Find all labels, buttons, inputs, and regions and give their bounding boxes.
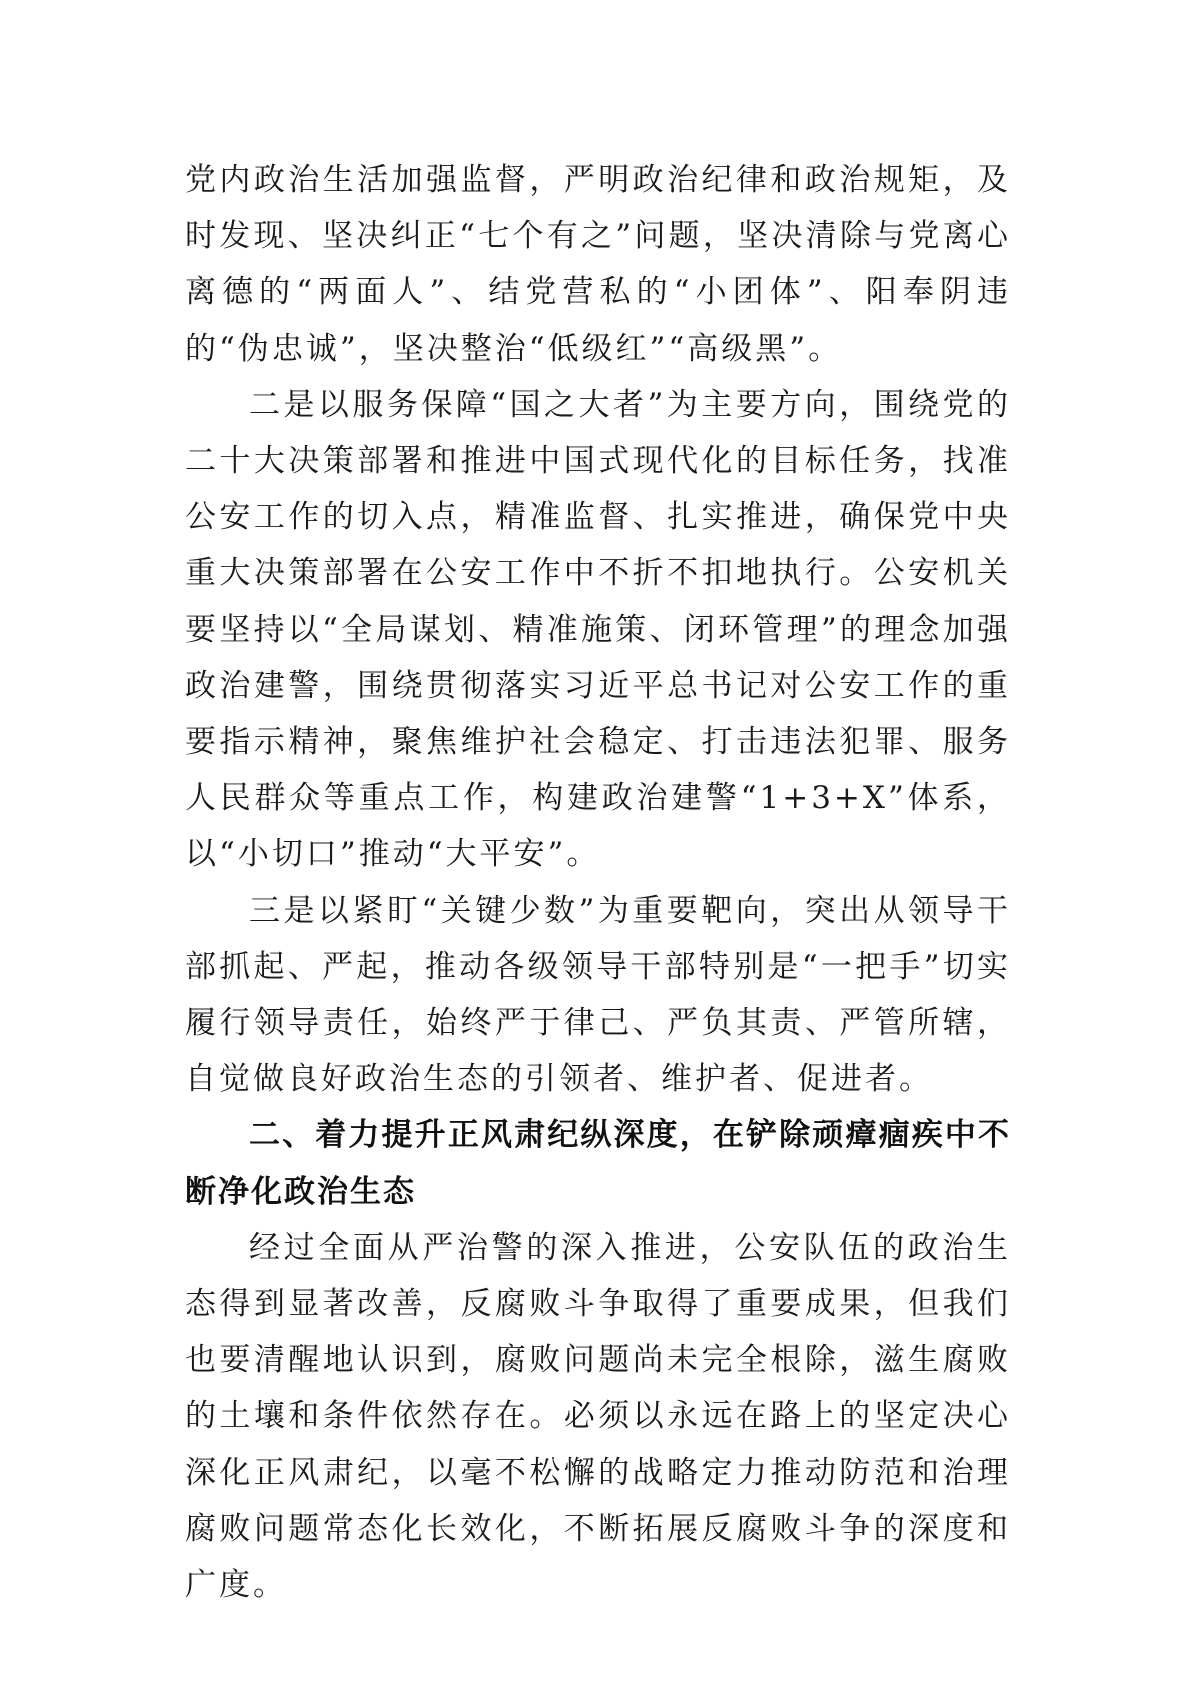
paragraph-section-intro: 经过全面从严治警的深入推进，公安队伍的政治生态得到显著改善，反腐败斗争取得了重要成果，但我们也要清醒地认识到，腐败问题尚未完全根除，滋生腐败的土壤和条件依然存在。必须以永远在路上的坚定决心深化正风肃纪，以毫不松懈的战略定力推动防范和治理腐败问题常态化长效化，不断拓展反腐败斗争的深度和广度。	[185, 1229, 1011, 1604]
section-heading: 二、着力提升正风肃纪纵深度，在铲除顽瘴痼疾中不断净化政治生态	[185, 1117, 1011, 1210]
paragraph-continuation: 党内政治生活加强监督，严明政治纪律和政治规矩，及时发现、坚决纠正“七个有之”问题，坚决清除与党离心离德的“两面人”、结党营私的“小团体”、阳奉阴违的“伪忠诚”，坚决整治“低级红”“高级黑”。	[185, 162, 1011, 367]
paragraph-point-two: 二是以服务保障“国之大者”为主要方向，围绕党的二十大决策部署和推进中国式现代化的目标任务，找准公安工作的切入点，精准监督、扎实推进，确保党中央重大决策部署在公安工作中不折不扣地执行。公安机关要坚持以“全局谋划、精准施策、闭环管理”的理念加强政治建警，围绕贯彻落实习近平总书记对公安工作的重要指示精神，聚焦维护社会稳定、打击违法犯罪、服务人民群众等重点工作，构建政治建警“1+3+X”体系，以“小切口”推动“大平安”。	[185, 386, 1011, 873]
document-body	[185, 152, 1011, 1613]
paragraph-point-three: 三是以紧盯“关键少数”为重要靶向，突出从领导干部抓起、严起，推动各级领导干部特别是“一把手”切实履行领导责任，始终严于律己、严负其责、严管所辖，自觉做良好政治生态的引领者、维护者、促进者。	[185, 892, 1011, 1098]
